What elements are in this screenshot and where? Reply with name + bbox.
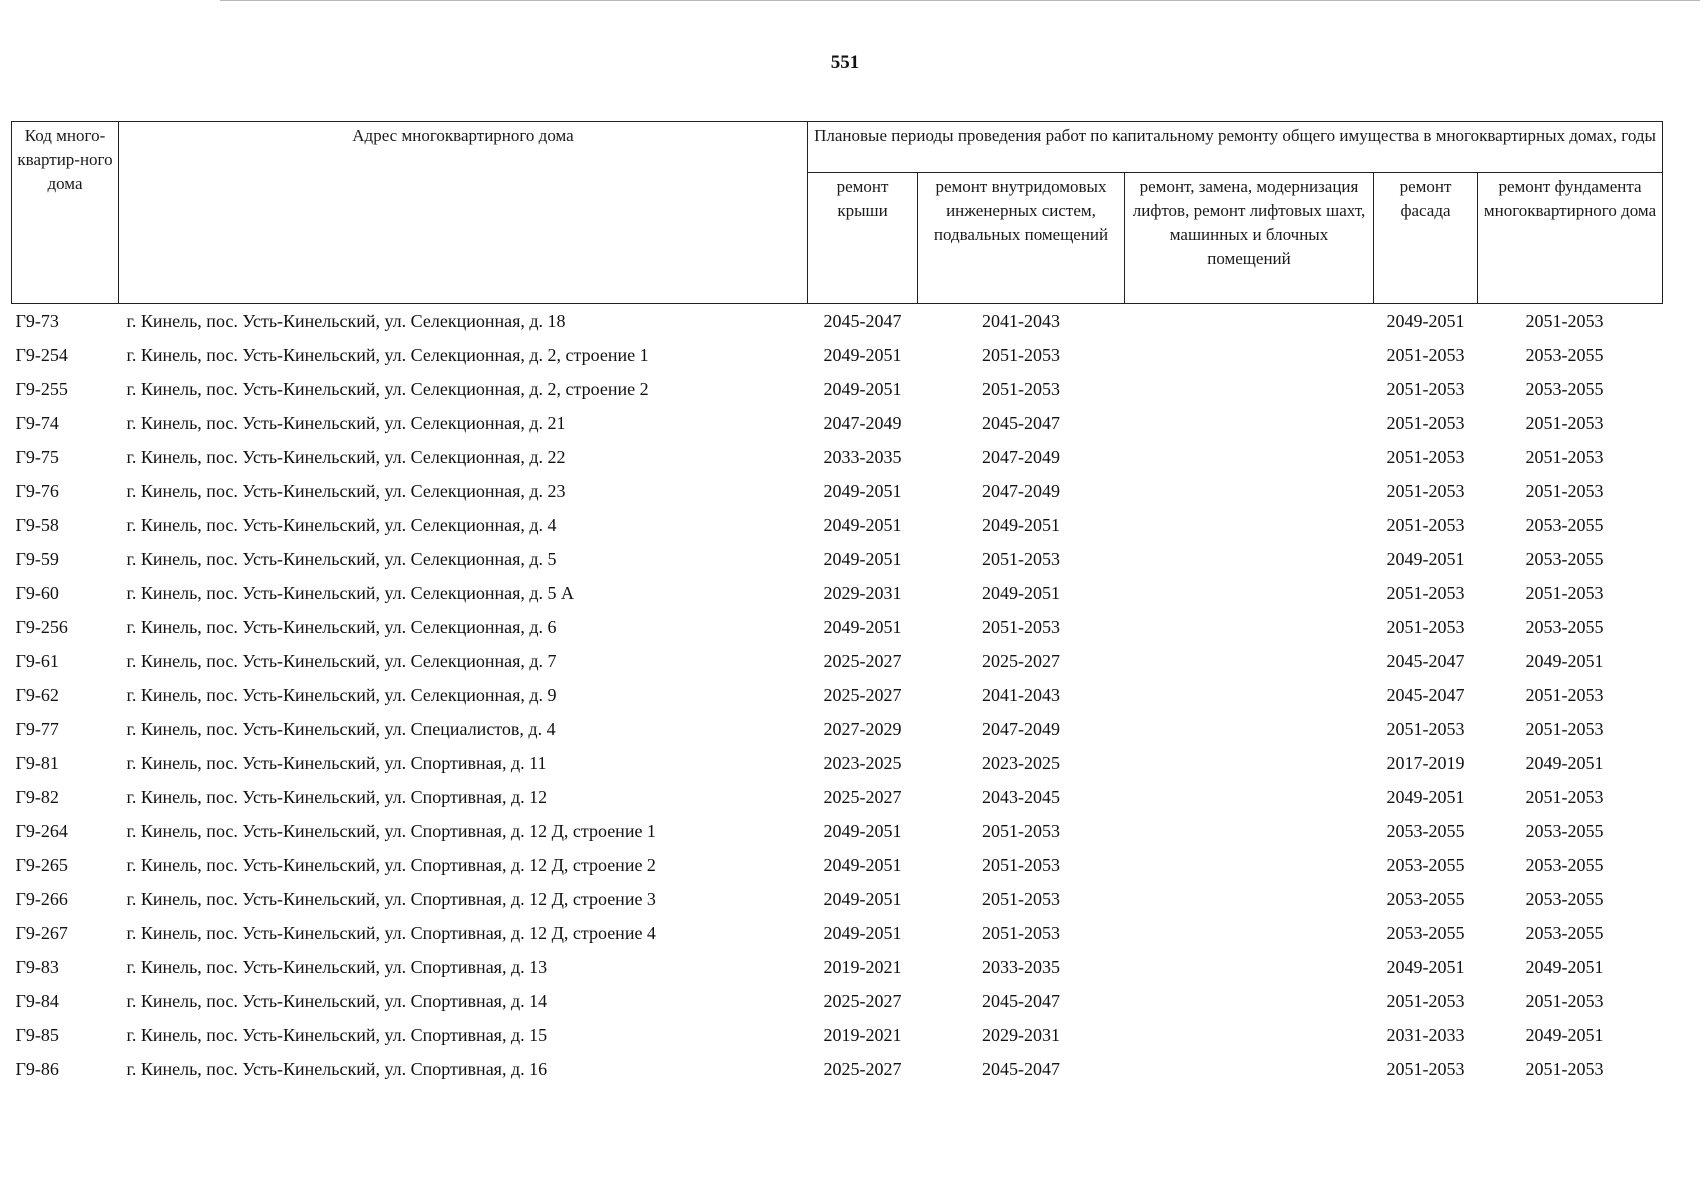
cell-facade: 2051-2053 [1386,991,1465,1011]
cell-code: Г9-75 [15,447,59,467]
cell-code: Г9-60 [15,583,59,603]
cell-roof: 2049-2051 [823,821,902,841]
cell-facade: 2045-2047 [1386,651,1465,671]
header-code: Код много-квартир-ного дома [12,122,119,304]
cell-address: г. Кинель, пос. Усть-Кинельский, ул. Селекционная, д. 21 [126,413,566,433]
cell-roof: 2019-2021 [823,957,902,977]
table-row [12,1018,1663,1052]
cell-foundation: 2051-2053 [1525,991,1604,1011]
cell-engineering: 2049-2051 [982,583,1060,603]
table-row [12,644,1663,678]
table-row [12,814,1663,848]
cell-foundation: 2051-2053 [1525,447,1604,467]
cell-engineering: 2051-2053 [982,889,1060,909]
table-row [12,576,1663,610]
cell-roof: 2049-2051 [823,345,902,365]
cell-code: Г9-76 [15,481,59,501]
table-row [12,610,1663,644]
cell-address: г. Кинель, пос. Усть-Кинельский, ул. Селекционная, д. 4 [126,515,557,535]
cell-address: г. Кинель, пос. Усть-Кинельский, ул. Селекционная, д. 2, строение 2 [126,379,649,399]
cell-engineering: 2023-2025 [982,753,1060,773]
cell-foundation: 2053-2055 [1525,617,1604,637]
cell-foundation: 2053-2055 [1525,379,1604,399]
cell-lifts [1125,440,1374,474]
cell-address: г. Кинель, пос. Усть-Кинельский, ул. Спортивная, д. 15 [126,1025,548,1045]
cell-roof: 2049-2051 [823,481,902,501]
table-row [12,984,1663,1018]
cell-address: г. Кинель, пос. Усть-Кинельский, ул. Спортивная, д. 12 Д, строение 4 [126,923,656,943]
cell-engineering: 2043-2045 [982,787,1060,807]
cell-engineering: 2051-2053 [982,821,1060,841]
cell-engineering: 2045-2047 [982,991,1060,1011]
cell-foundation: 2053-2055 [1525,889,1604,909]
cell-address: г. Кинель, пос. Усть-Кинельский, ул. Спортивная, д. 11 [126,753,547,773]
cell-lifts [1125,780,1374,814]
cell-foundation: 2053-2055 [1525,821,1604,841]
cell-foundation: 2051-2053 [1525,481,1604,501]
cell-foundation: 2053-2055 [1525,515,1604,535]
cell-facade: 2049-2051 [1386,549,1465,569]
table-row [12,780,1663,814]
cell-foundation: 2049-2051 [1525,753,1604,773]
cell-code: Г9-266 [15,889,68,909]
cell-address: г. Кинель, пос. Усть-Кинельский, ул. Селекционная, д. 5 А [126,583,575,603]
cell-lifts [1125,372,1374,406]
cell-code: Г9-74 [15,413,59,433]
cell-foundation: 2053-2055 [1525,855,1604,875]
cell-roof: 2049-2051 [823,549,902,569]
cell-lifts [1125,542,1374,576]
header-address: Адрес многоквартирного дома [119,122,808,304]
cell-roof: 2033-2035 [823,447,902,467]
cell-code: Г9-83 [15,957,59,977]
cell-facade: 2031-2033 [1386,1025,1465,1045]
cell-lifts [1125,1052,1374,1086]
cell-engineering: 2025-2027 [982,651,1060,671]
cell-lifts [1125,746,1374,780]
table-row [12,1052,1663,1086]
cell-foundation: 2049-2051 [1525,651,1604,671]
cell-code: Г9-77 [15,719,59,739]
cell-engineering: 2045-2047 [982,1059,1060,1079]
cell-lifts [1125,814,1374,848]
cell-code: Г9-81 [15,753,59,773]
table-row [12,916,1663,950]
header-engineering: ремонт внутридомовых инженерных систем, подвальных помещений [918,173,1125,304]
table-row [12,474,1663,508]
cell-lifts [1125,338,1374,372]
cell-facade: 2053-2055 [1386,855,1465,875]
cell-code: Г9-61 [15,651,59,671]
cell-address: г. Кинель, пос. Усть-Кинельский, ул. Спортивная, д. 13 [126,957,548,977]
cell-engineering: 2033-2035 [982,957,1060,977]
cell-roof: 2049-2051 [823,889,902,909]
cell-lifts [1125,916,1374,950]
cell-foundation: 2051-2053 [1525,413,1604,433]
cell-lifts [1125,508,1374,542]
cell-facade: 2051-2053 [1386,413,1465,433]
table-row [12,950,1663,984]
cell-address: г. Кинель, пос. Усть-Кинельский, ул. Спортивная, д. 12 Д, строение 1 [126,821,656,841]
table-row [12,508,1663,542]
cell-roof: 2047-2049 [823,413,902,433]
cell-foundation: 2051-2053 [1525,719,1604,739]
cell-lifts [1125,576,1374,610]
cell-roof: 2025-2027 [823,651,902,671]
cell-foundation: 2051-2053 [1525,787,1604,807]
cell-engineering: 2047-2049 [982,481,1060,501]
cell-address: г. Кинель, пос. Усть-Кинельский, ул. Спортивная, д. 12 Д, строение 2 [126,855,656,875]
cell-facade: 2051-2053 [1386,1059,1465,1079]
header-periods-group: Плановые периоды проведения работ по капитальному ремонту общего имущества в многоквартирных домах, годы [808,122,1663,173]
cell-lifts [1125,984,1374,1018]
cell-engineering: 2051-2053 [982,379,1060,399]
scan-edge-line [220,0,1700,1]
cell-address: г. Кинель, пос. Усть-Кинельский, ул. Селекционная, д. 2, строение 1 [126,345,649,365]
cell-facade: 2051-2053 [1386,379,1465,399]
cell-foundation: 2053-2055 [1525,923,1604,943]
cell-engineering: 2047-2049 [982,719,1060,739]
table-header [12,122,1663,304]
table-row [12,746,1663,780]
cell-facade: 2051-2053 [1386,617,1465,637]
cell-address: г. Кинель, пос. Усть-Кинельский, ул. Спортивная, д. 16 [126,1059,548,1079]
cell-lifts [1125,644,1374,678]
cell-foundation: 2051-2053 [1525,1059,1604,1079]
cell-lifts [1125,1018,1374,1052]
cell-facade: 2051-2053 [1386,447,1465,467]
table-body [12,304,1663,1087]
cell-foundation: 2049-2051 [1525,1025,1604,1045]
cell-engineering: 2051-2053 [982,923,1060,943]
cell-roof: 2023-2025 [823,753,902,773]
cell-roof: 2027-2029 [823,719,902,739]
cell-roof: 2029-2031 [823,583,902,603]
cell-roof: 2049-2051 [823,379,902,399]
page-number: 551 [830,52,860,73]
cell-facade: 2051-2053 [1386,719,1465,739]
table-row [12,440,1663,474]
table-row [12,882,1663,916]
cell-engineering: 2051-2053 [982,617,1060,637]
table-row [12,848,1663,882]
cell-address: г. Кинель, пос. Усть-Кинельский, ул. Спортивная, д. 14 [126,991,548,1011]
cell-code: Г9-267 [15,923,68,943]
cell-lifts [1125,882,1374,916]
cell-code: Г9-59 [15,549,59,569]
cell-address: г. Кинель, пос. Усть-Кинельский, ул. Спортивная, д. 12 Д, строение 3 [126,889,656,909]
table-row [12,712,1663,746]
cell-roof: 2049-2051 [823,855,902,875]
cell-address: г. Кинель, пос. Усть-Кинельский, ул. Спортивная, д. 12 [126,787,548,807]
cell-facade: 2049-2051 [1386,787,1465,807]
cell-facade: 2051-2053 [1386,481,1465,501]
cell-facade: 2045-2047 [1386,685,1465,705]
cell-engineering: 2041-2043 [982,311,1060,331]
cell-foundation: 2049-2051 [1525,957,1604,977]
cell-code: Г9-82 [15,787,59,807]
cell-code: Г9-84 [15,991,59,1011]
capital-repair-schedule-table [11,121,1663,1086]
cell-engineering: 2029-2031 [982,1025,1060,1045]
cell-roof: 2025-2027 [823,685,902,705]
cell-engineering: 2051-2053 [982,345,1060,365]
cell-code: Г9-62 [15,685,59,705]
cell-code: Г9-265 [15,855,68,875]
cell-engineering: 2041-2043 [982,685,1060,705]
table-row [12,338,1663,372]
cell-lifts [1125,406,1374,440]
cell-address: г. Кинель, пос. Усть-Кинельский, ул. Селекционная, д. 6 [126,617,557,637]
cell-roof: 2025-2027 [823,787,902,807]
cell-foundation: 2053-2055 [1525,549,1604,569]
cell-code: Г9-73 [15,311,59,331]
cell-lifts [1125,848,1374,882]
cell-facade: 2053-2055 [1386,889,1465,909]
cell-roof: 2049-2051 [823,923,902,943]
table-row [12,304,1663,339]
cell-code: Г9-58 [15,515,59,535]
cell-facade: 2051-2053 [1386,515,1465,535]
cell-code: Г9-255 [15,379,68,399]
cell-address: г. Кинель, пос. Усть-Кинельский, ул. Селекционная, д. 5 [126,549,557,569]
cell-address: г. Кинель, пос. Усть-Кинельский, ул. Селекционная, д. 7 [126,651,557,671]
cell-code: Г9-256 [15,617,68,637]
header-facade: ремонт фасада [1374,173,1478,304]
cell-address: г. Кинель, пос. Усть-Кинельский, ул. Специалистов, д. 4 [126,719,556,739]
table-row [12,542,1663,576]
cell-address: г. Кинель, пос. Усть-Кинельский, ул. Селекционная, д. 9 [126,685,557,705]
cell-address: г. Кинель, пос. Усть-Кинельский, ул. Селекционная, д. 22 [126,447,566,467]
cell-facade: 2051-2053 [1386,345,1465,365]
cell-roof: 2045-2047 [823,311,902,331]
cell-facade: 2049-2051 [1386,957,1465,977]
table-row [12,678,1663,712]
cell-roof: 2049-2051 [823,617,902,637]
cell-facade: 2017-2019 [1386,753,1465,773]
cell-code: Г9-86 [15,1059,59,1079]
header-lifts: ремонт, замена, модернизация лифтов, ремонт лифтовых шахт, машинных и блочных помещений [1125,173,1374,304]
cell-facade: 2049-2051 [1386,311,1465,331]
cell-lifts [1125,474,1374,508]
table-row [12,372,1663,406]
cell-roof: 2049-2051 [823,515,902,535]
cell-lifts [1125,950,1374,984]
cell-facade: 2053-2055 [1386,821,1465,841]
cell-lifts [1125,304,1374,339]
cell-facade: 2051-2053 [1386,583,1465,603]
header-foundation: ремонт фундамента многоквартирного дома [1478,173,1663,304]
cell-code: Г9-85 [15,1025,59,1045]
cell-engineering: 2049-2051 [982,515,1060,535]
cell-facade: 2053-2055 [1386,923,1465,943]
cell-address: г. Кинель, пос. Усть-Кинельский, ул. Селекционная, д. 18 [126,311,566,331]
cell-engineering: 2045-2047 [982,413,1060,433]
cell-foundation: 2051-2053 [1525,685,1604,705]
cell-engineering: 2047-2049 [982,447,1060,467]
cell-engineering: 2051-2053 [982,549,1060,569]
cell-foundation: 2051-2053 [1525,311,1604,331]
cell-roof: 2025-2027 [823,1059,902,1079]
cell-foundation: 2053-2055 [1525,345,1604,365]
cell-lifts [1125,712,1374,746]
cell-lifts [1125,678,1374,712]
cell-foundation: 2051-2053 [1525,583,1604,603]
cell-code: Г9-264 [15,821,68,841]
cell-engineering: 2051-2053 [982,855,1060,875]
table-row [12,406,1663,440]
cell-code: Г9-254 [15,345,68,365]
header-roof: ремонт крыши [808,173,918,304]
cell-roof: 2025-2027 [823,991,902,1011]
cell-roof: 2019-2021 [823,1025,902,1045]
cell-lifts [1125,610,1374,644]
cell-address: г. Кинель, пос. Усть-Кинельский, ул. Селекционная, д. 23 [126,481,566,501]
